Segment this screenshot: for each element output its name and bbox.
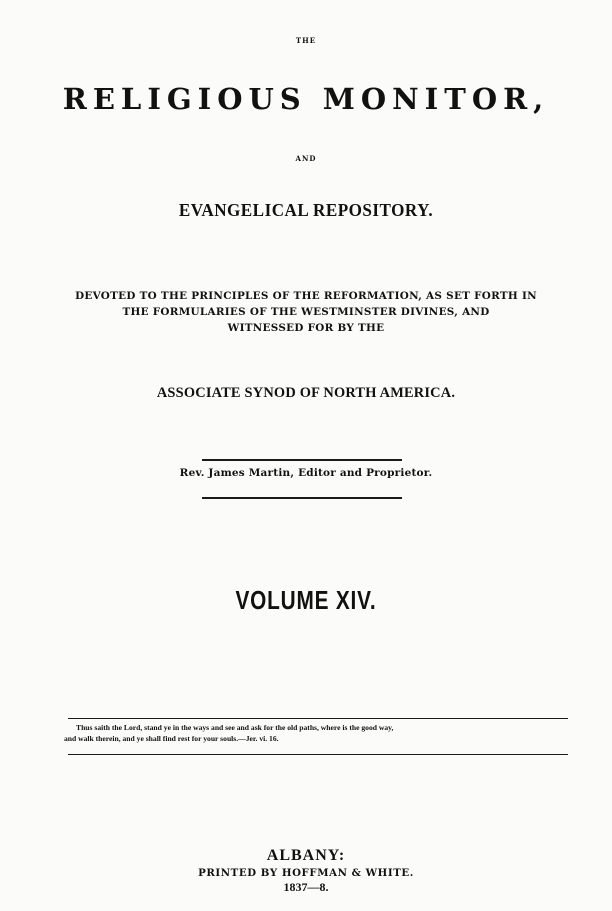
main-title: RELIGIOUS MONITOR, [62,82,550,116]
volume-number: VOLUME XIV. [235,585,377,615]
editor-line: Rev. James Martin, Editor and Proprietor. [179,467,433,479]
epigraph-line-1: Thus saith the Lord, stand ye in the ways and see and ask for the old paths, where is the good way, [76,723,394,732]
epigraph-rule-top [68,718,568,719]
devoted-line-2: THE FORMULARIES OF THE WESTMINSTER DIVINES, AND [122,306,490,318]
epigraph-line-2: and walk therein, and ye shall find rest for your souls.—Jer. vi. 16. [64,734,279,743]
printer-line: PRINTED BY HOFFMAN & WHITE. [198,867,414,879]
editor-rule-bottom [202,497,402,499]
epigraph-rule-bottom [68,754,568,755]
editor-rule-top [202,459,402,461]
and-word: AND [295,154,317,163]
subtitle: EVANGELICAL REPOSITORY. [178,200,434,220]
publication-year: 1837—8. [283,880,329,894]
the-heading: THE [295,36,317,45]
epigraph [64,722,572,744]
devoted-statement [0,288,612,336]
devoted-line-3: WITNESSED FOR BY THE [227,322,385,334]
devoted-line-1: DEVOTED TO THE PRINCIPLES OF THE REFORMATION, AS SET FORTH IN [75,290,537,302]
synod-name: ASSOCIATE SYNOD OF NORTH AMERICA. [156,385,456,401]
place-of-publication: ALBANY: [266,847,346,864]
